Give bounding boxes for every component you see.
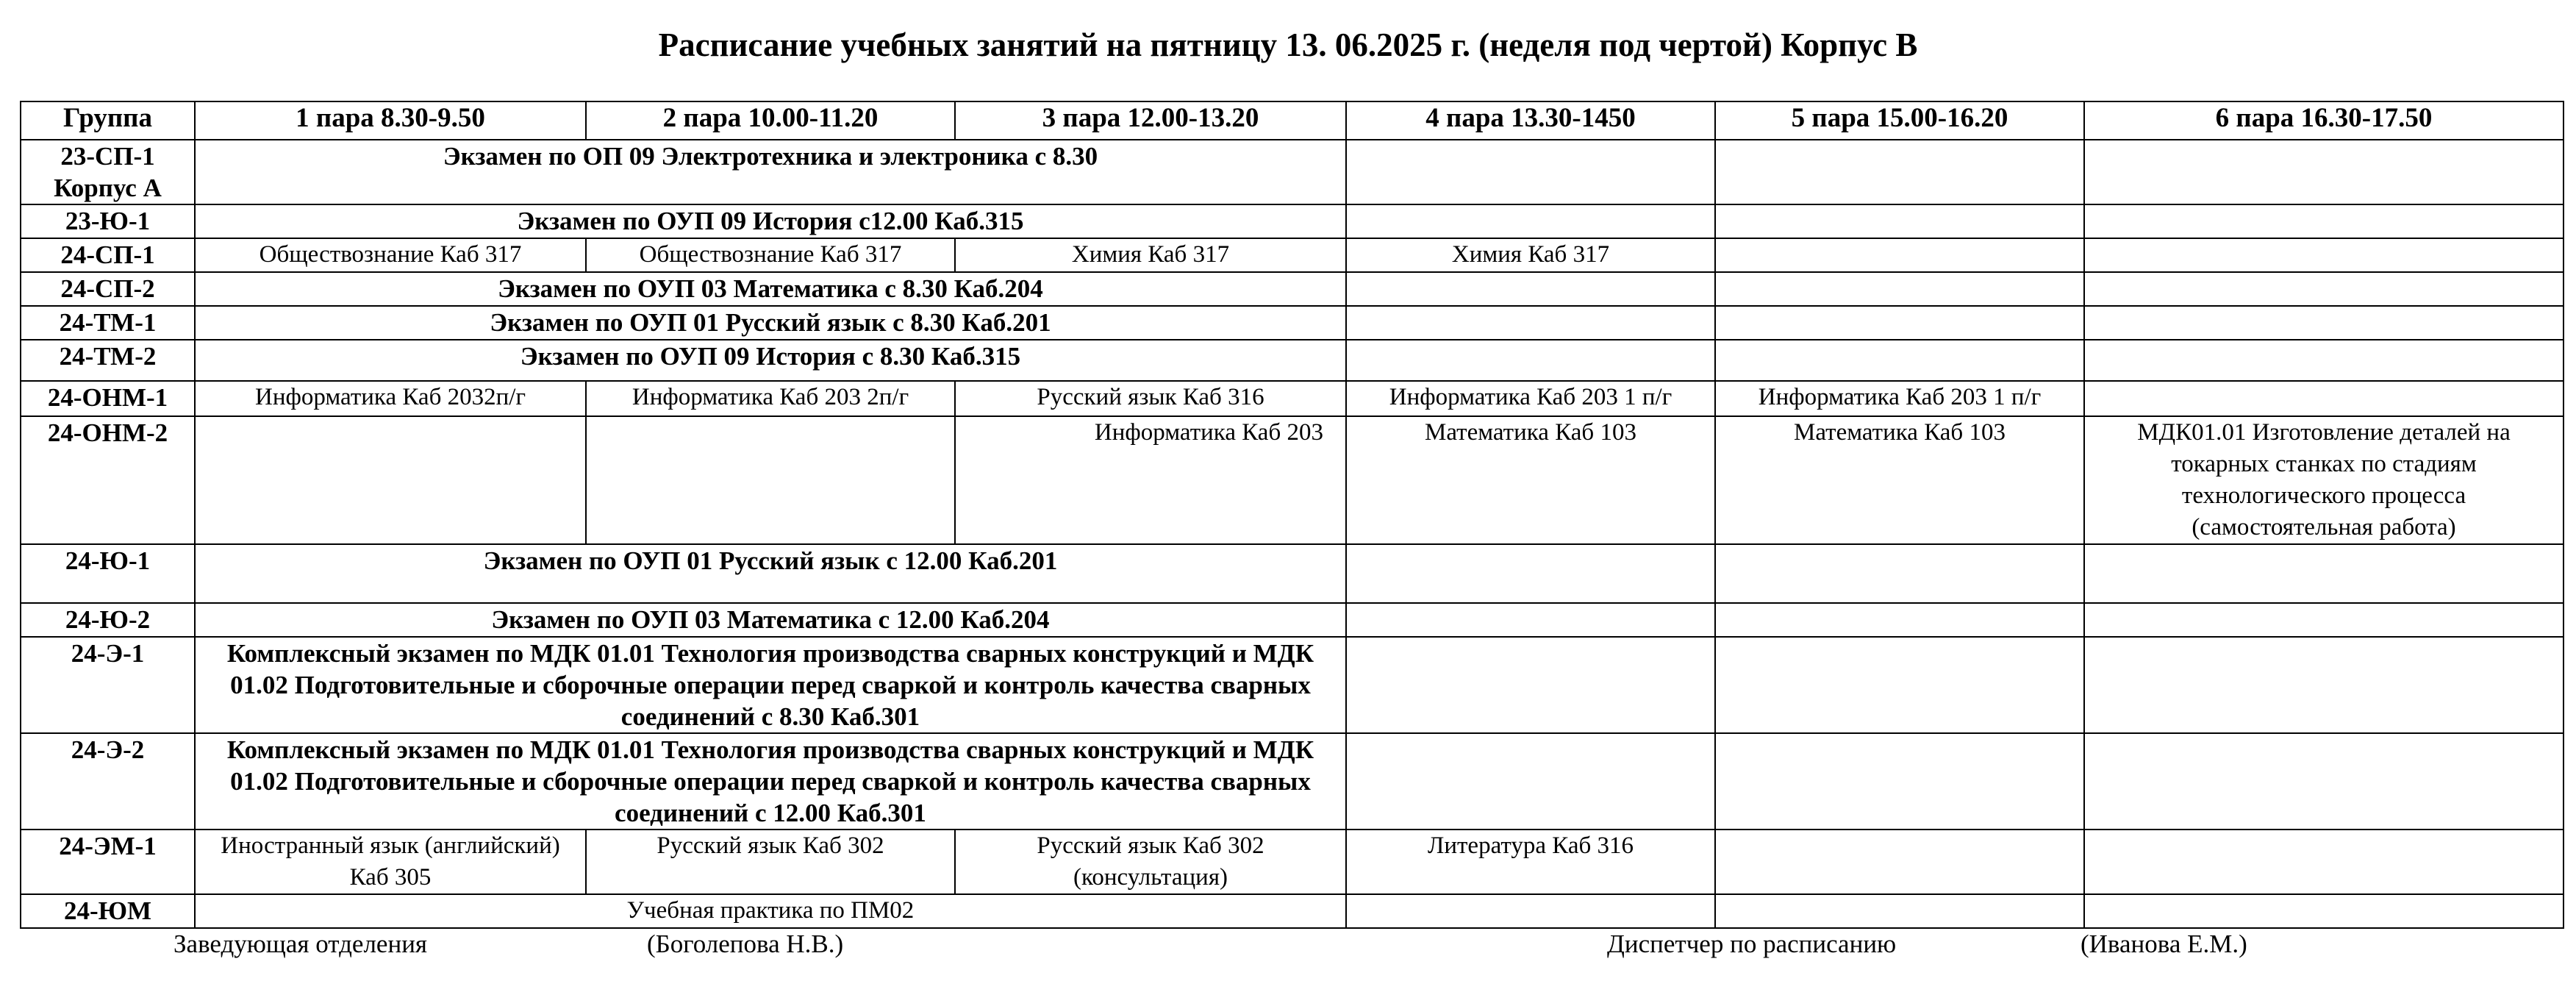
empty-cell: [2084, 603, 2564, 637]
empty-cell: [1715, 204, 2084, 238]
table-row: [21, 140, 2564, 204]
empty-cell: [1346, 733, 1715, 830]
empty-cell: [1715, 340, 2084, 381]
table-row: [21, 306, 2564, 340]
lesson-cell: Русский язык Каб 302 (консультация): [955, 830, 1346, 894]
group-cell: 23-Ю-1: [21, 204, 195, 238]
table-row: [21, 238, 2564, 272]
empty-cell: [2084, 140, 2564, 204]
exam-cell: Экзамен по ОУП 01 Русский язык с 8.30 Каб.201: [195, 306, 1346, 340]
lesson-cell: МДК01.01 Изготовление деталей на токарных станках по стадиям технологического процесса (самостоятельная работа): [2084, 416, 2564, 544]
exam-cell: Комплексный экзамен по МДК 01.01 Технология производства сварных конструкций и МДК 01.02 Подготовительные и сборочные операции перед сваркой и контроль качества сварных соединений с 12.00 Каб.301: [195, 733, 1346, 830]
table-row: [21, 416, 2564, 544]
lesson-cell: [1715, 830, 2084, 894]
empty-cell: [2084, 272, 2564, 306]
table-row: [21, 603, 2564, 637]
empty-cell: [1346, 140, 1715, 204]
group-cell: 24-ТМ-2: [21, 340, 195, 381]
empty-cell: [1715, 637, 2084, 733]
exam-cell: Экзамен по ОУП 03 Математика с 12.00 Каб.204: [195, 603, 1346, 637]
empty-cell: [1715, 544, 2084, 603]
dispatcher-name: (Иванова Е.М.): [2081, 930, 2247, 958]
exam-cell: Экзамен по ОУП 09 История с12.00 Каб.315: [195, 204, 1346, 238]
header-period-4: 4 пара 13.30-1450: [1346, 101, 1715, 140]
empty-cell: [1715, 306, 2084, 340]
schedule-table: [20, 101, 2564, 929]
lesson-cell: Обществознание Каб 317: [586, 238, 955, 272]
lesson-cell: [586, 416, 955, 544]
exam-cell: Экзамен по ОП 09 Электротехника и электроника с 8.30: [195, 140, 1346, 204]
lesson-cell: Иностранный язык (английский) Каб 305: [195, 830, 586, 894]
group-cell: 24-СП-2: [21, 272, 195, 306]
lesson-cell: [2084, 830, 2564, 894]
lesson-cell: Информатика Каб 2032п/г: [195, 381, 586, 416]
lesson-cell: Литература Каб 316: [1346, 830, 1715, 894]
table-row: [21, 381, 2564, 416]
exam-cell: Экзамен по ОУП 03 Математика с 8.30 Каб.204: [195, 272, 1346, 306]
empty-cell: [1346, 894, 1715, 928]
table-row: [21, 272, 2564, 306]
group-cell: 23-СП-1 Корпус А: [21, 140, 195, 204]
lesson-cell: Информатика Каб 203 1 п/г: [1715, 381, 2084, 416]
exam-cell: Комплексный экзамен по МДК 01.01 Технология производства сварных конструкций и МДК 01.02 Подготовительные и сборочные операции перед сваркой и контроль качества сварных соединений с 8.30 Каб.301: [195, 637, 1346, 733]
lesson-cell: [1715, 238, 2084, 272]
group-cell: 24-Э-1: [21, 637, 195, 733]
lesson-cell: [2084, 381, 2564, 416]
lesson-cell: Информатика Каб 203 1 п/г: [1346, 381, 1715, 416]
exam-cell: Экзамен по ОУП 09 История с 8.30 Каб.315: [195, 340, 1346, 381]
exam-cell: Экзамен по ОУП 01 Русский язык с 12.00 Каб.201: [195, 544, 1346, 603]
empty-cell: [2084, 204, 2564, 238]
empty-cell: [2084, 637, 2564, 733]
empty-cell: [1346, 544, 1715, 603]
group-cell: 24-ЭМ-1: [21, 830, 195, 894]
lesson-cell: Химия Каб 317: [955, 238, 1346, 272]
table-row: [21, 894, 2564, 928]
group-cell: 24-Ю-2: [21, 603, 195, 637]
group-cell: 24-Э-2: [21, 733, 195, 830]
empty-cell: [2084, 544, 2564, 603]
lesson-cell: Химия Каб 317: [1346, 238, 1715, 272]
empty-cell: [1346, 603, 1715, 637]
empty-cell: [1715, 733, 2084, 830]
empty-cell: [2084, 340, 2564, 381]
table-row: [21, 204, 2564, 238]
header-group: Группа: [21, 101, 195, 140]
head-of-department-name: (Боголепова Н.В.): [647, 930, 844, 958]
header-period-2: 2 пара 10.00-11.20: [586, 101, 955, 140]
page-title: Расписание учебных занятий на пятницу 13. 06.2025 г. (неделя под чертой) Корпус В: [658, 26, 1918, 63]
lesson-cell: [195, 416, 586, 544]
header-period-1: 1 пара 8.30-9.50: [195, 101, 586, 140]
group-cell: 24-СП-1: [21, 238, 195, 272]
group-cell: 24-ЮМ: [21, 894, 195, 928]
group-cell: 24-ОНМ-1: [21, 381, 195, 416]
lesson-cell: Обществознание Каб 317: [195, 238, 586, 272]
group-cell: 24-Ю-1: [21, 544, 195, 603]
header-period-6: 6 пара 16.30-17.50: [2084, 101, 2564, 140]
empty-cell: [1346, 204, 1715, 238]
table-row: [21, 340, 2564, 381]
table-row: [21, 544, 2564, 603]
lesson-cell: Русский язык Каб 316: [955, 381, 1346, 416]
empty-cell: [1715, 272, 2084, 306]
empty-cell: [2084, 894, 2564, 928]
lesson-cell: Русский язык Каб 302: [586, 830, 955, 894]
head-of-department-label: Заведующая отделения: [173, 930, 428, 958]
lesson-cell: Математика Каб 103: [1346, 416, 1715, 544]
empty-cell: [1715, 603, 2084, 637]
table-row: [21, 733, 2564, 830]
empty-cell: [1715, 140, 2084, 204]
practice-cell: Учебная практика по ПМ02: [195, 894, 1346, 928]
lesson-cell: [2084, 238, 2564, 272]
group-cell: 24-ТМ-1: [21, 306, 195, 340]
empty-cell: [2084, 733, 2564, 830]
dispatcher-label: Диспетчер по расписанию: [1607, 930, 1897, 958]
header-period-5: 5 пара 15.00-16.20: [1715, 101, 2084, 140]
empty-cell: [1346, 306, 1715, 340]
lesson-cell: Математика Каб 103: [1715, 416, 2084, 544]
empty-cell: [2084, 306, 2564, 340]
group-cell: 24-ОНМ-2: [21, 416, 195, 544]
empty-cell: [1346, 637, 1715, 733]
table-row: [21, 637, 2564, 733]
empty-cell: [1715, 894, 2084, 928]
header-row: [21, 101, 2564, 140]
empty-cell: [1346, 272, 1715, 306]
table-row: [21, 830, 2564, 894]
header-period-3: 3 пара 12.00-13.20: [955, 101, 1346, 140]
empty-cell: [1346, 340, 1715, 381]
lesson-cell: Информатика Каб 203 2п/г: [586, 381, 955, 416]
lesson-cell: Информатика Каб 203: [955, 416, 1346, 544]
